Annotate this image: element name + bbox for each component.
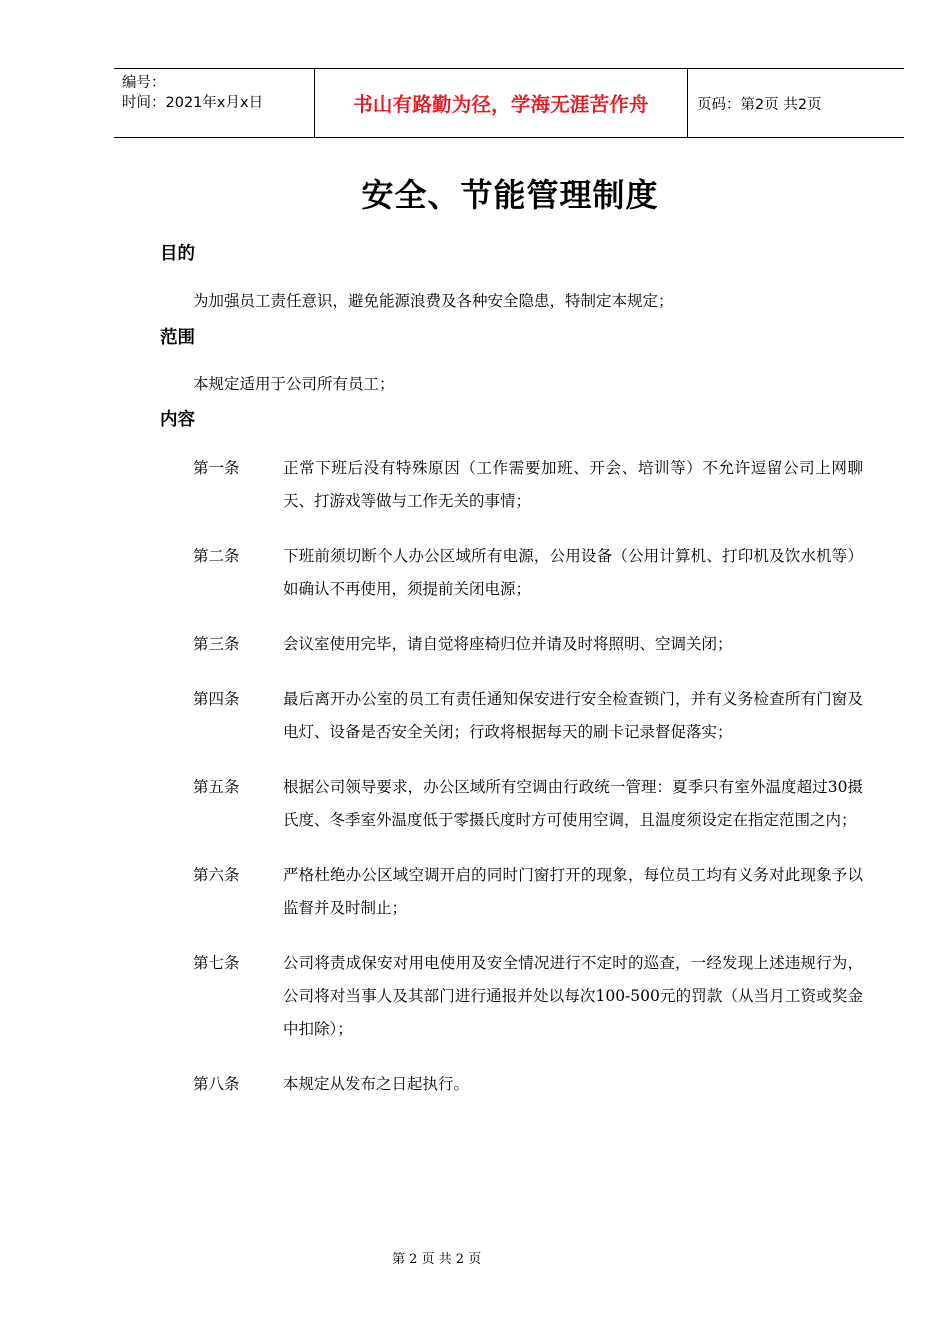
article-text: 会议室使用完毕，请自觉将座椅归位并请及时将照明、空调关闭；: [283, 635, 733, 653]
article-text: 最后离开办公室的员工有责任通知保安进行安全检查锁门，并有义务检查所有门窗及电灯、设备是否安全关闭；行政将根据每天的刷卡记录督促落实；: [283, 690, 863, 741]
article-number: 第四条: [193, 690, 240, 708]
number-label: 编号：: [122, 75, 166, 91]
time-label: 时间：2021年x月x日: [122, 95, 264, 111]
article-text: 本规定从发布之日起执行。: [283, 1075, 470, 1093]
page-footer: 第 2 页 共 2 页: [392, 1252, 482, 1267]
article-text: 正常下班后没有特殊原因（工作需要加班、开会、培训等）不允许逗留公司上网聊天、打游戏等做与工作无关的事情；: [283, 459, 863, 510]
article-number: 第三条: [193, 635, 240, 653]
page-code: 页码：第2页 共2页: [697, 96, 822, 113]
article-text: 公司将责成保安对用电使用及安全情况进行不定时的巡查，一经发现上述违规行为，公司将对当事人及其部门进行通报并处以每次100-500元的罚款（从当月工资或奖金中扣除）；: [283, 954, 863, 1038]
article-item: [193, 683, 863, 749]
article-number: 第五条: [193, 778, 240, 796]
article-item: [193, 628, 863, 661]
purpose-heading: 目的: [160, 244, 195, 264]
header-meta-cell: [114, 69, 315, 137]
articles-list: [193, 452, 863, 1123]
article-item: [193, 1068, 863, 1101]
motto-text: 书山有路勤为径，学海无涯苦作舟: [353, 93, 649, 116]
scope-text: 本规定适用于公司所有员工；: [193, 375, 395, 393]
article-item: [193, 947, 863, 1046]
document-header: [114, 68, 904, 138]
article-number: 第六条: [193, 866, 240, 884]
scope-heading: 范围: [160, 328, 195, 348]
article-text: 严格杜绝办公区域空调开启的同时门窗打开的现象，每位员工均有义务对此现象予以监督并及时制止；: [283, 866, 863, 917]
purpose-text: 为加强员工责任意识，避免能源浪费及各种安全隐患，特制定本规定；: [193, 292, 674, 310]
article-item: [193, 452, 863, 518]
article-text: 下班前须切断个人办公区域所有电源，公用设备（公用计算机、打印机及饮水机等）如确认不再使用，须提前关闭电源；: [283, 547, 863, 598]
article-item: [193, 540, 863, 606]
header-motto-cell: [315, 69, 688, 137]
article-number: 第七条: [193, 954, 240, 972]
article-item: [193, 859, 863, 925]
article-item: [193, 771, 863, 837]
article-number: 第八条: [193, 1075, 240, 1093]
article-text: 根据公司领导要求，办公区域所有空调由行政统一管理：夏季只有室外温度超过30摄氏度、冬季室外温度低于零摄氏度时方可使用空调，且温度须设定在指定范围之内；: [283, 778, 863, 829]
content-heading: 内容: [160, 410, 195, 430]
article-number: 第二条: [193, 547, 240, 565]
header-page-cell: [688, 69, 904, 137]
document-title: 安全、节能管理制度: [361, 176, 659, 214]
article-number: 第一条: [193, 459, 240, 477]
